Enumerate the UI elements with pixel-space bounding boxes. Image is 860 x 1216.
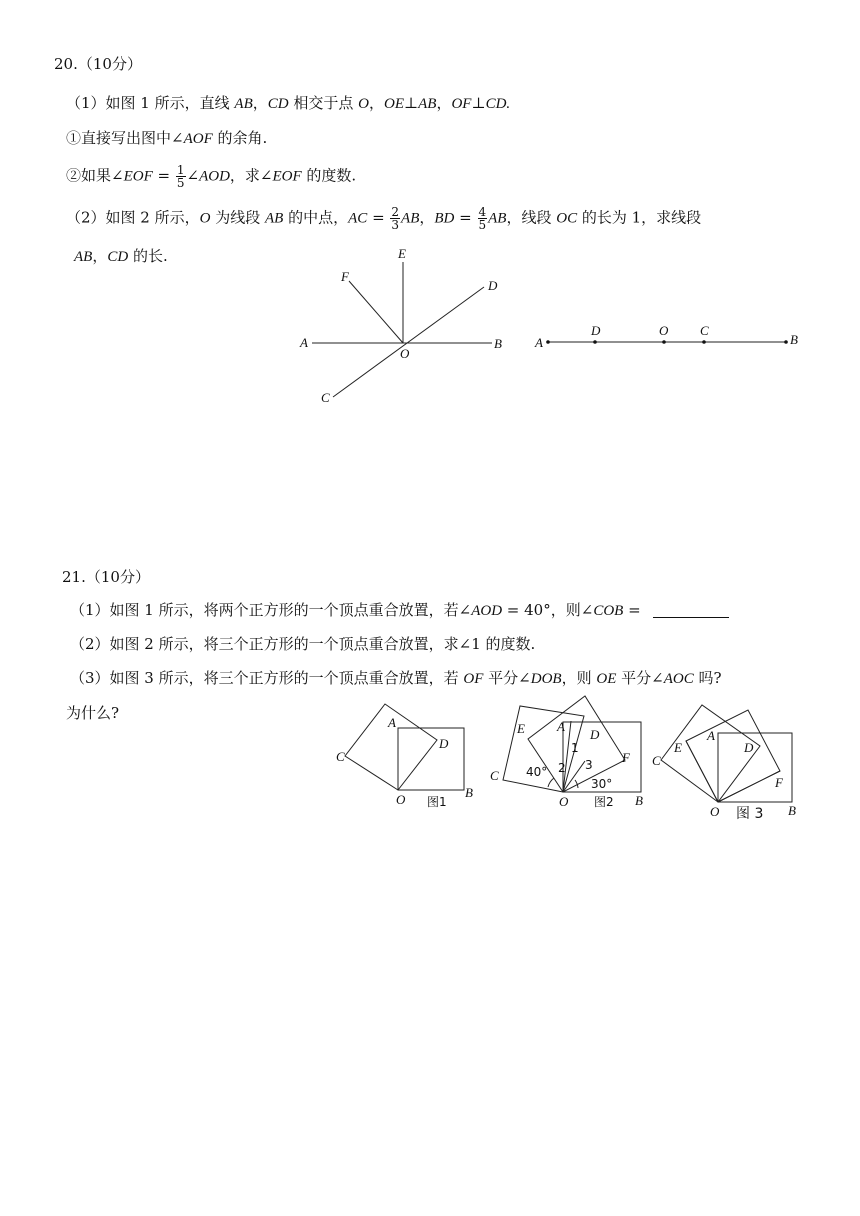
text: ，求∠ <box>229 166 273 185</box>
label-d: D <box>439 736 449 751</box>
math: OE <box>384 96 404 112</box>
label-b: B <box>790 332 798 347</box>
label-o: O <box>710 804 720 819</box>
text: 的度数. <box>301 166 357 185</box>
label-f: F <box>622 750 630 765</box>
text: ， <box>436 94 452 112</box>
text: ， <box>419 208 435 227</box>
label-o: O <box>559 794 569 809</box>
math: AC <box>348 210 368 227</box>
num-1: 1 <box>571 741 579 755</box>
math: AB <box>401 210 420 227</box>
label-e: E <box>517 721 525 736</box>
text: ②如果∠ <box>66 166 124 185</box>
label-d: D <box>590 727 600 742</box>
q20-heading: 20.（10分） <box>54 55 142 73</box>
label-d: D <box>744 740 754 755</box>
math: CD <box>107 249 129 265</box>
text: = <box>623 601 641 619</box>
label-a: A <box>707 728 715 743</box>
ray-of <box>718 771 780 802</box>
math: AB <box>74 249 93 265</box>
num-2: 2 <box>558 761 566 775</box>
math: O <box>199 210 211 227</box>
text: 的长. <box>128 247 168 265</box>
text: ， <box>368 94 384 112</box>
math: EOF <box>123 168 153 185</box>
math: AOC <box>663 671 694 687</box>
square-right <box>718 733 792 802</box>
label-e: E <box>674 740 682 755</box>
label-a: A <box>300 335 308 350</box>
math: OC <box>556 210 578 227</box>
text: 为线段 <box>210 208 266 227</box>
math: O <box>358 96 369 112</box>
label-o: O <box>659 323 669 338</box>
math: BD <box>434 210 455 227</box>
denominator: 5 <box>176 176 185 190</box>
math: AB <box>418 96 437 112</box>
numerator: 2 <box>391 205 400 219</box>
q21-part3-cont: 为什么? <box>66 704 120 722</box>
math: AB <box>265 210 284 227</box>
text: 平分∠ <box>483 669 531 687</box>
math: CD <box>267 96 289 112</box>
text: = <box>454 208 477 227</box>
math: OF <box>451 96 472 112</box>
text: 吗? <box>693 669 722 687</box>
label-c: C <box>490 768 499 783</box>
label-b: B <box>635 793 643 808</box>
math: AOF <box>183 131 213 147</box>
numerator: 1 <box>176 163 185 177</box>
label-b: B <box>494 336 502 351</box>
label-f: F <box>775 775 783 790</box>
math: AB <box>234 96 253 112</box>
text: 的中点， <box>283 208 349 227</box>
text: ，线段 <box>506 208 557 227</box>
math: AB <box>488 210 507 227</box>
caption-fig3: 图 3 <box>736 806 764 822</box>
text: （3）如图 3 所示，将三个正方形的一个顶点重合放置，若 <box>70 669 464 687</box>
math: EOF <box>272 168 302 185</box>
label-e: E <box>398 246 406 261</box>
text: 相交于点 <box>288 94 359 112</box>
text: ，则∠ <box>550 601 594 619</box>
text: = <box>367 208 390 227</box>
label-c: C <box>321 390 330 405</box>
text: = 40° <box>502 601 551 619</box>
text: 平分∠ <box>616 669 664 687</box>
text: ⊥ <box>404 94 419 112</box>
deg-40: 40° <box>526 765 548 779</box>
text: 的余角. <box>212 129 268 147</box>
math: AOD <box>199 168 230 185</box>
denominator: 3 <box>391 218 400 232</box>
label-o: O <box>400 346 410 361</box>
label-d: D <box>591 323 601 338</box>
text: ， <box>252 94 268 112</box>
label-b: B <box>465 785 473 800</box>
q21-heading: 21.（10分） <box>62 568 150 586</box>
text: 的长为 1，求线段 <box>577 208 702 227</box>
caption-fig2: 图2 <box>594 795 614 809</box>
label-a: A <box>557 719 565 734</box>
text: ， <box>92 247 108 265</box>
denominator: 5 <box>478 218 487 232</box>
text: （2）如图 2 所示， <box>66 208 200 227</box>
text: （1）如图 1 所示，将两个正方形的一个顶点重合放置，若∠ <box>70 601 472 619</box>
q21-part2: （2）如图 2 所示，将三个正方形的一个顶点重合放置，求∠1 的度数. <box>70 635 536 653</box>
deg-30: 30° <box>591 777 613 791</box>
label-a: A <box>388 715 396 730</box>
text: ⊥ <box>471 94 486 112</box>
numerator: 4 <box>478 205 487 219</box>
math: OF <box>463 671 484 687</box>
label-c: C <box>700 323 709 338</box>
text: ①直接写出图中∠ <box>66 129 184 147</box>
text: （1）如图 1 所示，直线 <box>66 94 235 112</box>
label-a: A <box>535 335 543 350</box>
math: OE <box>596 671 617 687</box>
label-c: C <box>652 753 661 768</box>
text: ，则 <box>561 669 597 687</box>
label-b: B <box>788 803 796 818</box>
label-f: F <box>341 269 349 284</box>
label-d: D <box>488 278 498 293</box>
label-o: O <box>396 792 406 807</box>
math: CD. <box>485 96 511 112</box>
math: AOD <box>471 603 503 619</box>
math: COB <box>593 603 624 619</box>
text: = <box>152 166 175 185</box>
label-c: C <box>336 749 345 764</box>
num-3: 3 <box>585 758 593 772</box>
math: DOB <box>530 671 562 687</box>
ray-oe <box>686 741 718 802</box>
caption-fig1: 图1 <box>427 795 447 809</box>
text: ∠ <box>186 166 200 185</box>
